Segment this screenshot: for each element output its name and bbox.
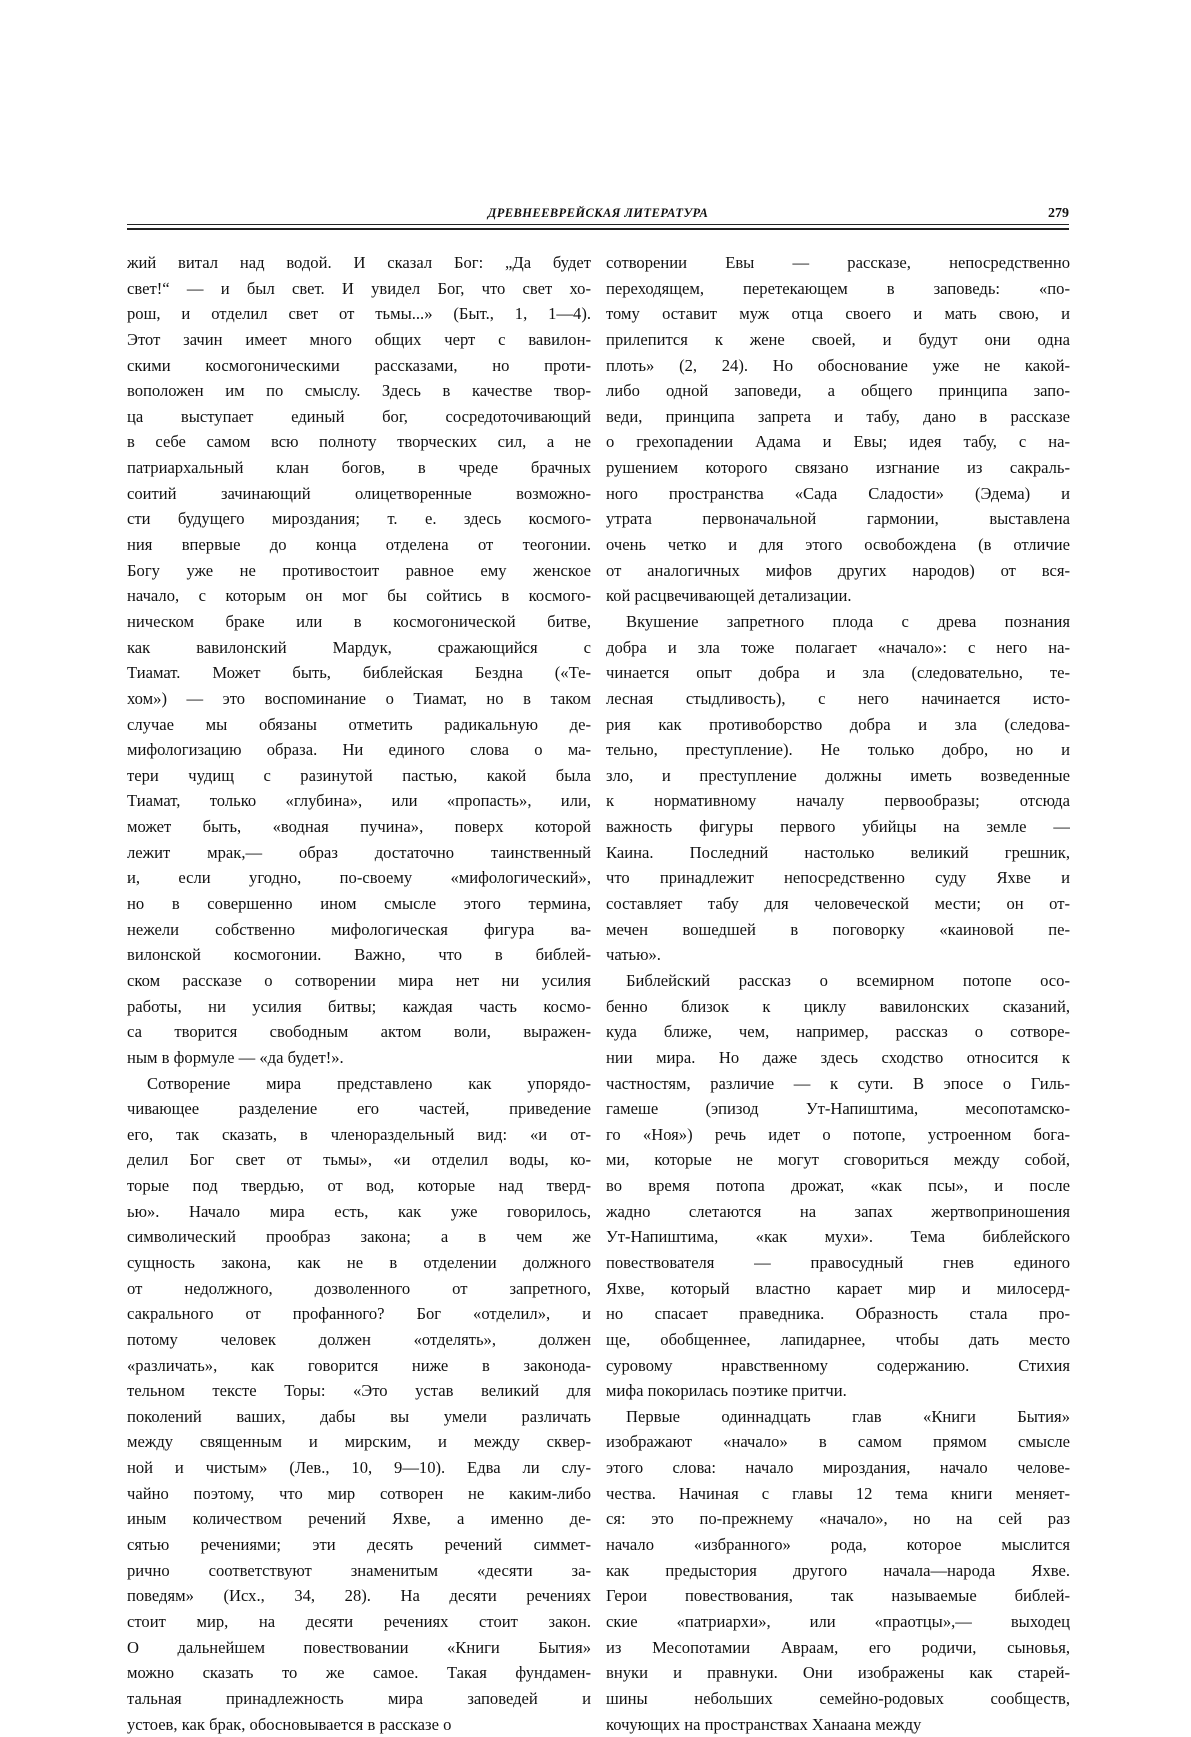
text-line: переходящем, перетекающем в заповедь: «по- <box>606 278 1070 298</box>
text-line: рично соответствуют знаменитым «десяти за- <box>127 1560 591 1580</box>
text-line: ным в формуле — «да будет!». <box>127 1047 344 1067</box>
text-line: ца выступает единый бог, сосредоточивающий <box>127 406 591 426</box>
text-line: делил Бог свет от тьмы», «и отделил воды, ко- <box>127 1150 591 1170</box>
text-line: мифологизацию образа. Ни единого слова о ма- <box>127 740 591 760</box>
text-line: лежит мрак,— образ достаточно таинственный <box>127 842 591 862</box>
text-line: Богу уже не противостоит равное ему женское <box>127 560 591 580</box>
text-line: ском рассказе о сотворении мира нет ни усилия <box>127 970 591 990</box>
text-line: ще, обобщеннее, лапидарнее, чтобы дать место <box>606 1329 1070 1349</box>
text-line: торые под твердью, от вод, которые над тверд- <box>127 1176 591 1196</box>
text-line: можно сказать то же самое. Такая фундамен- <box>127 1663 591 1683</box>
text-line: утрата первоначальной гармонии, выставлена <box>606 509 1070 529</box>
running-head <box>127 206 1069 226</box>
text-line: устоев, как брак, обосновывается в рассказе о <box>127 1714 452 1734</box>
text-line: шины небольших семейно-родовых сообществ, <box>606 1688 1070 1708</box>
text-line: от недолжного, дозволенного от запретного, <box>127 1278 591 1298</box>
text-line: мифа покорилась поэтике притчи. <box>606 1381 847 1401</box>
text-line: поведям» (Исх., 34, 28). На десяти речениях <box>127 1586 591 1606</box>
text-line: ся: это по-прежнему «начало», но на сей раз <box>606 1509 1070 1529</box>
text-line: Тиамат, только «глубина», или «пропасть», или, <box>127 791 591 811</box>
text-line: ния впервые до конца отделена от теогонии. <box>127 535 591 555</box>
text-line: что принадлежит непосредственно суду Яхве и <box>606 868 1070 888</box>
text-line: ническом браке или в космогонической битве, <box>127 611 591 631</box>
text-line: нежели собственно мифологическая фигура ва- <box>127 919 591 939</box>
text-column-left <box>127 250 591 1737</box>
text-line: Ут-Напиштима, «как мухи». Тема библейского <box>606 1227 1070 1247</box>
text-line: из Месопотамии Авраам, его родичи, сыновья, <box>606 1637 1070 1657</box>
text-line: чайно поэтому, что мир сотворен не каким-либо <box>127 1483 591 1503</box>
page-number: 279 <box>1048 206 1069 221</box>
text-line: рушением которого связано изгнание из сакраль- <box>606 458 1070 478</box>
text-line: работы, ни усилия битвы; каждая часть космо- <box>127 996 591 1016</box>
text-line: патриархальный клан богов, в чреде брачных <box>127 458 591 478</box>
text-line: составляет табу для человеческой мести; он от- <box>606 894 1070 914</box>
text-line: чивающее разделение его частей, приведение <box>127 1099 591 1119</box>
text-line: кочующих на пространствах Ханаана между <box>606 1714 922 1734</box>
text-line: его, так сказать, в членораздельный вид: «и от- <box>127 1124 591 1144</box>
text-line: жадно слетаются на запах жертвоприношения <box>606 1201 1070 1221</box>
text-line: суровому нравственному содержанию. Стихия <box>606 1355 1070 1375</box>
text-line: начало, с которым он мог бы сойтись в космого- <box>127 586 591 606</box>
text-line: поколений ваших, дабы вы умели различать <box>127 1406 591 1426</box>
text-line: соитий зачинающий олицетворенные возможно- <box>127 483 591 503</box>
text-line: плоть» (2, 24). Но обоснование уже не какой- <box>606 355 1070 375</box>
text-line: воположен им по смыслу. Здесь в качестве твор- <box>127 381 591 401</box>
text-line: сущность закона, как не в отделении должного <box>127 1252 591 1272</box>
text-line: в себе самом всю полноту творческих сил, а не <box>127 432 591 452</box>
text-line: может быть, «водная пучина», поверх которой <box>127 817 591 837</box>
text-line: ной и чистым» (Лев., 10, 9—10). Едва ли слу- <box>127 1458 591 1478</box>
text-line: чинается опыт добра и зла (следовательно, те- <box>606 663 1070 683</box>
text-line: скими космогоническими рассказами, но проти- <box>127 355 591 375</box>
text-line: иным количеством речений Яхве, а именно де- <box>127 1509 591 1529</box>
text-line: к нормативному началу первообразы; отсюда <box>606 791 1070 811</box>
text-line: во время потопа дрожат, «как псы», и после <box>606 1176 1070 1196</box>
text-line: куда ближе, чем, например, рассказ о сотворе- <box>606 1022 1070 1042</box>
text-line: но спасает праведника. Образность стала про- <box>606 1304 1070 1324</box>
text-line: вилонской космогонии. Важно, что в библей- <box>127 945 591 965</box>
header-rule-thin <box>127 224 1069 225</box>
text-line: либо одной заповеди, а общего принципа запо- <box>606 381 1070 401</box>
text-line: ью». Начало мира есть, как уже говорилось, <box>127 1201 591 1221</box>
text-line: ми, которые не могут сговориться между собой, <box>606 1150 1070 1170</box>
text-line: Каина. Последний настолько великий грешник, <box>606 842 1070 862</box>
text-line: о грехопадении Адама и Евы; идея табу, с на- <box>606 432 1070 452</box>
text-line: чества. Начиная с главы 12 тема книги меняет- <box>606 1483 1070 1503</box>
text-line: Сотворение мира представлено как упорядо- <box>147 1073 591 1093</box>
text-line: Библейский рассказ о всемирном потопе осо- <box>626 970 1070 990</box>
text-line: нии мира. Но даже здесь сходство относится к <box>606 1047 1070 1067</box>
text-line: стоит мир, на десяти речениях стоит закон. <box>127 1611 591 1631</box>
text-line: тальная принадлежность мира заповедей и <box>127 1688 591 1708</box>
text-line: тому оставит муж отца своего и мать свою, и <box>606 304 1070 324</box>
text-line: тельно, преступление). Не только добро, но и <box>606 740 1070 760</box>
text-line: Этот зачин имеет много общих черт с вавилон- <box>127 329 591 349</box>
text-line: сакрального от профанного? Бог «отделил», и <box>127 1304 591 1324</box>
text-line: и, если угодно, по-своему «мифологический», <box>127 868 591 888</box>
text-line: от аналогичных мифов других народов) от вся- <box>606 560 1070 580</box>
text-line: веди, принципа запрета и табу, дано в рассказе <box>606 406 1070 426</box>
text-line: ские «патриархи», или «праотцы»,— выходец <box>606 1611 1070 1631</box>
text-line: Яхве, который властно карает мир и милосерд- <box>606 1278 1070 1298</box>
text-line: как вавилонский Мардук, сражающийся с <box>127 637 591 657</box>
text-line: изображают «начало» в самом прямом смысле <box>606 1432 1070 1452</box>
text-line: тельном тексте Торы: «Это устав великий для <box>127 1381 591 1401</box>
text-line: свет!“ — и был свет. И увидел Бог, что свет хо- <box>127 278 591 298</box>
text-line: как предыстория другого начала—народа Яхве. <box>606 1560 1070 1580</box>
header-rule-thick <box>127 228 1069 230</box>
text-line: добра и зла тоже полагает «начало»: с него на- <box>606 637 1070 657</box>
text-line: сти будущего мироздания; т. е. здесь космого- <box>127 509 591 529</box>
text-line: чатью». <box>606 945 661 965</box>
text-line: повествователя — правосудный гнев единого <box>606 1252 1070 1272</box>
text-line: символический прообраз закона; а в чем же <box>127 1227 591 1247</box>
text-line: Первые одиннадцать глав «Книги Бытия» <box>626 1406 1070 1426</box>
text-line: Вкушение запретного плода с древа познания <box>626 611 1070 631</box>
text-line: рош, и отделил свет от тьмы...» (Быт., 1, 1—4). <box>127 304 591 324</box>
text-line: жий витал над водой. И сказал Бог: „Да будет <box>127 253 591 272</box>
text-line: бенно близок к циклу вавилонских сказаний, <box>606 996 1070 1016</box>
text-line: сятью речениями; эти десять речений симмет- <box>127 1535 591 1555</box>
text-column-right <box>606 250 1070 1737</box>
text-line: гамеше (эпизод Ут-Напиштима, месопотамско- <box>606 1099 1070 1119</box>
text-line: прилепится к жене своей, и будут они одна <box>606 329 1070 349</box>
text-line: но в совершенно ином смысле этого термина, <box>127 894 591 914</box>
text-line: Герои повествования, так называемые библей- <box>606 1586 1070 1606</box>
text-line: этого слова: начало мироздания, начало челове- <box>606 1458 1070 1478</box>
text-line: мечен вошедшей в поговорку «каиновой пе- <box>606 919 1070 939</box>
text-line: О дальнейшем повествовании «Книги Бытия» <box>127 1637 591 1657</box>
text-line: зло, и преступление должны иметь возведенные <box>606 765 1070 785</box>
text-line: ного пространства «Сада Сладости» (Эдема) и <box>606 483 1070 503</box>
text-line: лесная стыдливость), с него начинается исто- <box>606 688 1070 708</box>
text-line: рия как противоборство добра и зла (следова- <box>606 714 1070 734</box>
text-line: сотворении Евы — рассказе, непосредственно <box>606 253 1070 272</box>
text-line: важность фигуры первого убийцы на земле — <box>606 817 1070 837</box>
text-line: «различать», как говорится ниже в законода- <box>127 1355 591 1375</box>
text-line: го «Ноя») речь идет о потопе, устроенном бога- <box>606 1124 1070 1144</box>
text-line: тери чудищ с разинутой пастью, какой была <box>127 765 591 785</box>
text-line: частностям, различие — к сути. В эпосе о Гиль- <box>606 1073 1070 1093</box>
text-line: Тиамат. Может быть, библейская Бездна («Те- <box>127 663 591 683</box>
text-line: са творится свободным актом воли, выражен- <box>127 1022 591 1042</box>
text-line: очень четко и для этого освобождена (в отличие <box>606 535 1070 555</box>
text-line: между священным и мирским, и между сквер- <box>127 1432 591 1452</box>
text-line: внуки и правнуки. Они изображены как старей- <box>606 1663 1070 1683</box>
running-title: ДРЕВНЕЕВРЕЙСКАЯ ЛИТЕРАТУРА <box>487 206 709 220</box>
text-line: хом») — это воспоминание о Тиамат, но в таком <box>127 688 591 708</box>
text-line: кой расцвечивающей детализации. <box>606 586 852 606</box>
text-line: случае мы обязаны отметить радикальную де- <box>127 714 591 734</box>
text-line: потому человек должен «отделять», должен <box>127 1329 591 1349</box>
text-line: начало «избранного» рода, которое мыслится <box>606 1535 1070 1555</box>
